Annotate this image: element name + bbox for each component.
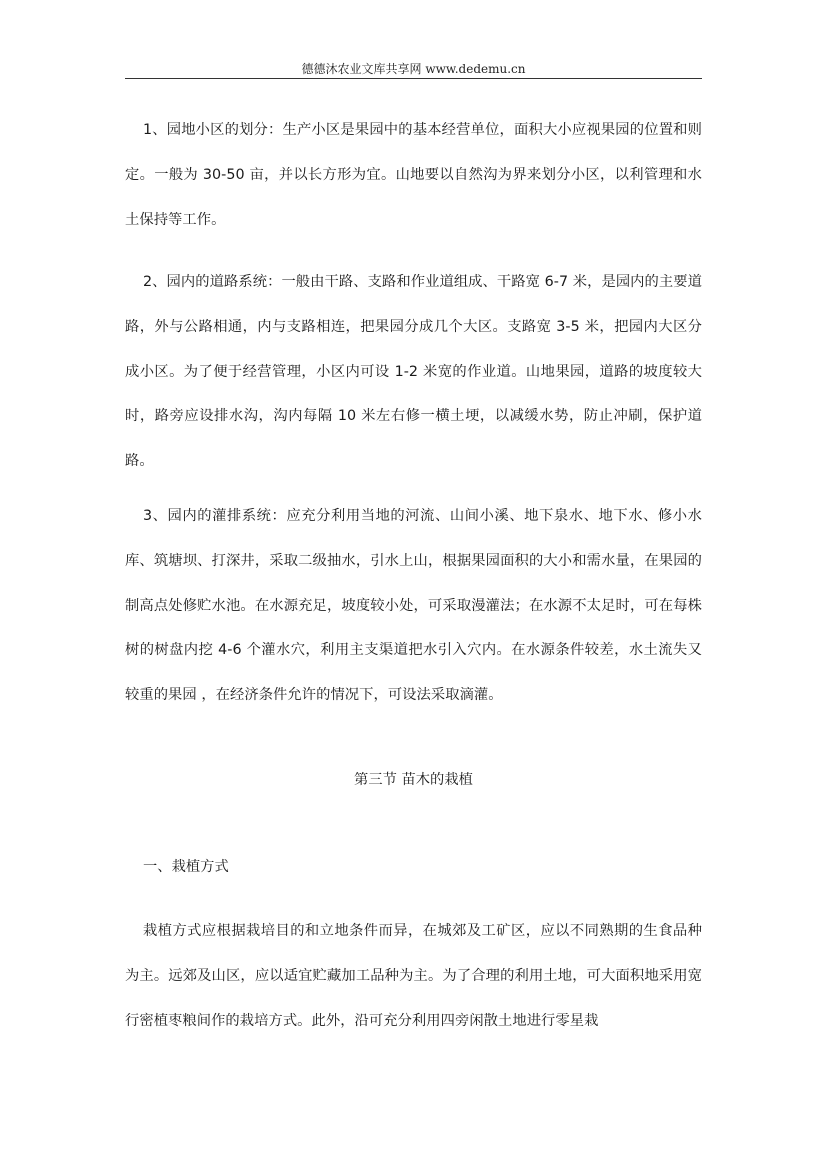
subsection-title: 一、栽植方式: [143, 859, 229, 875]
paragraph-planting-method: 栽植方式应根据栽培目的和立地条件而异，在城郊及工矿区，应以不同熟期的生食品种为主。远郊及山区，应以适宜贮藏加工品种为主。为了合理的利用土地，可大面积地采用宽行密植枣粮间作的栽培方式。此外，沿可充分利用四旁闲散土地进行零星栽: [125, 923, 702, 1029]
paragraph-road-system: 2、园内的道路系统：一般由干路、支路和作业道组成、干路宽 6-7 米，是园内的主要道路，外与公路相通，内与支路相连，把果园分成几个大区。支路宽 3-5 米，把园内大区分成小区。为了便于经营管理，小区内可设 1-2 米宽的作业道。山地果园，道路的坡度较大时，路旁应设排水沟，沟内每隔 10 米左右修一横土埂，以减缓水势，防止冲刷，保护道路。: [125, 274, 702, 470]
paragraph-irrigation-system: 3、园内的灌排系统：应充分利用当地的河流、山间小溪、地下泉水、地下水、修小水库、筑塘坝、打深井，采取二级抽水，引水上山，根据果园面积的大小和需水量，在果园的制高点处修贮水池。在水源充足，坡度较小处，可采取漫灌法；在水源不太足时，可在每株树的树盘内挖 4-6 个灌水穴，利用主支渠道把水引入穴内。在水源条件较差，水土流失又较重的果园 ，在经济条件允许的情况下，可设法采取滴灌。: [125, 508, 702, 704]
page-header: 德德沐农业文库共享网 www.dedemu.cn: [301, 62, 526, 76]
header-divider: [125, 78, 702, 79]
section-title: 第三节 苗木的栽植: [354, 772, 473, 788]
paragraph-plot-division: 1、园地小区的划分：生产小区是果园中的基本经营单位，面积大小应视果园的位置和则定。一般为 30-50 亩，并以长方形为宜。山地要以自然沟为界来划分小区，以利管理和水土保持等工作。: [125, 122, 702, 228]
